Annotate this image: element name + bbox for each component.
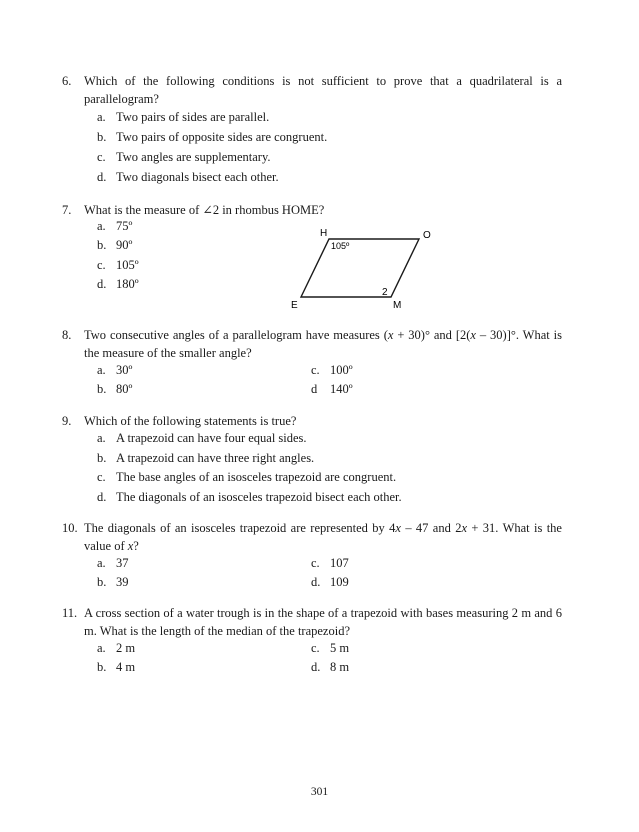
question-10-number: 10. <box>62 521 78 535</box>
angle-label-2: 2 <box>382 287 388 298</box>
rhombus-home-figure <box>285 222 445 314</box>
vertex-label-e: E <box>291 300 298 311</box>
q10-option-d: d. 109 <box>311 575 349 589</box>
question-6-stem: Which of the following conditions is not sufficient to prove that a quadrilateral is a parallelogram? <box>84 74 562 106</box>
q10-option-c: c. 107 <box>311 556 349 570</box>
question-9-number: 9. <box>62 414 72 428</box>
q9-option-b: b. A trapezoid can have three right angles. <box>97 451 315 465</box>
q10-option-a: a. 37 <box>97 556 129 570</box>
question-9 <box>62 412 562 430</box>
q9-option-c: c. The base angles of an isosceles trapezoid are congruent. <box>97 470 397 484</box>
q9-option-d: d. The diagonals of an isosceles trapezoid bisect each other. <box>97 490 402 504</box>
q6-option-b: b. Two pairs of opposite sides are congruent. <box>97 130 328 144</box>
question-9-stem: Which of the following statements is true? <box>84 414 297 428</box>
q6-option-d: d. Two diagonals bisect each other. <box>97 170 279 184</box>
q9-option-a: a. A trapezoid can have four equal sides. <box>97 431 307 445</box>
q7-option-b: b. 90º <box>97 238 133 252</box>
question-10-stem: The diagonals of an isosceles trapezoid are represented by 4x – 47 and 2x + 31. What is the value of x? <box>84 521 562 553</box>
question-11 <box>62 604 562 640</box>
question-8-stem: Two consecutive angles of a parallelogram have measures (x + 30)° and [2(x – 30)]°. What is the measure of the smaller angle? <box>84 328 562 360</box>
question-11-number: 11. <box>62 606 78 620</box>
q10-option-b: b. 39 <box>97 575 129 589</box>
q6-option-c: c. Two angles are supplementary. <box>97 150 271 164</box>
question-6 <box>62 72 562 108</box>
vertex-label-m: M <box>393 300 402 311</box>
vertex-label-h: H <box>320 228 328 239</box>
q7-option-d: d. 180º <box>97 277 139 291</box>
q7-option-a: a. 75º <box>97 219 133 233</box>
question-7-number: 7. <box>62 203 72 217</box>
question-8-number: 8. <box>62 328 72 342</box>
angle-label-105: 105º <box>331 241 350 251</box>
q8-option-b: b. 80º <box>97 382 133 396</box>
q11-option-b: b. 4 m <box>97 660 136 674</box>
q7-option-c: c. 105º <box>97 258 139 272</box>
q11-option-d: d. 8 m <box>311 660 350 674</box>
q8-option-d: d 140º <box>311 382 353 396</box>
page-number: 301 <box>310 786 329 798</box>
q8-option-a: a. 30º <box>97 363 133 377</box>
vertex-label-o: O <box>423 230 431 241</box>
q11-option-a: a. 2 m <box>97 641 136 655</box>
question-7 <box>62 201 562 219</box>
q11-option-c: c. 5 m <box>311 641 350 655</box>
q6-option-a: a. Two pairs of sides are parallel. <box>97 110 270 124</box>
question-8 <box>62 326 562 362</box>
question-11-stem: A cross section of a water trough is in the shape of a trapezoid with bases measuring 2 m and 6 m. What is the length of the median of the trapezoid? <box>84 606 562 638</box>
q8-option-c: c. 100º <box>311 363 353 377</box>
rhombus-shape <box>301 239 419 297</box>
question-6-number: 6. <box>62 74 72 88</box>
question-10 <box>62 519 562 555</box>
question-7-stem: What is the measure of ∠2 in rhombus HOME? <box>84 203 325 217</box>
